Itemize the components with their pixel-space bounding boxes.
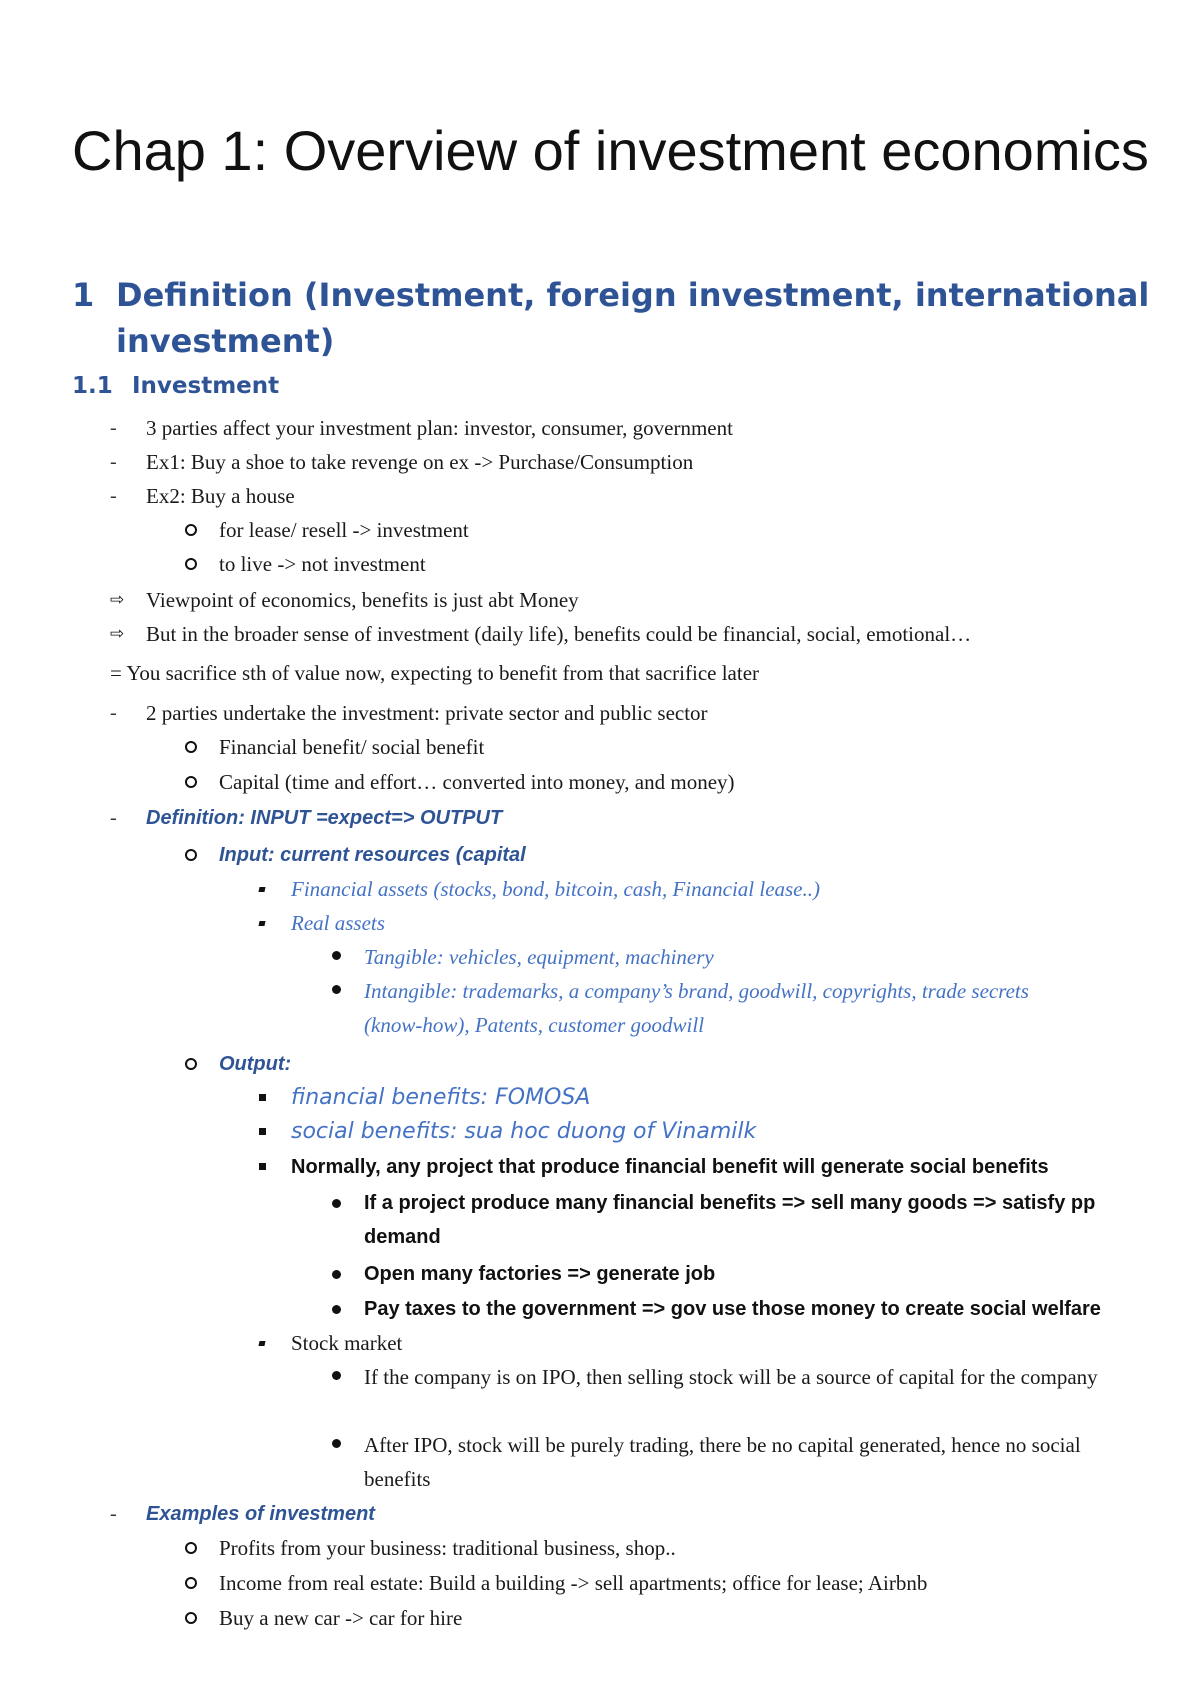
list-item: Real assets — [291, 911, 385, 935]
list-item: 2 parties undertake the investment: private sector and public sector — [146, 701, 708, 725]
list-item: financial benefits: FOMOSA — [291, 1085, 591, 1110]
dash-bullet: - — [110, 451, 117, 473]
summary-line: = You sacrifice sth of value now, expecting to benefit from that sacrifice later — [110, 661, 760, 685]
dot-bullet — [332, 985, 341, 994]
square-bullet — [258, 887, 265, 892]
square-bullet — [258, 1341, 265, 1346]
square-bullet — [258, 921, 265, 926]
arrow-bullet-icon: ⇨ — [110, 624, 125, 644]
dash-bullet: - — [110, 807, 117, 829]
circle-bullet — [185, 776, 197, 788]
definition-heading: Definition: INPUT =expect=> OUTPUT — [146, 807, 503, 829]
output-heading: Output: — [219, 1053, 292, 1075]
circle-bullet — [185, 1542, 197, 1554]
circle-bullet — [185, 741, 197, 753]
dash-bullet: - — [110, 485, 117, 507]
list-item: to live -> not investment — [219, 552, 426, 576]
list-item: If the company is on IPO, then selling stock will be a source of capital for the company — [364, 1365, 1098, 1389]
arrow-bullet-icon: ⇨ — [110, 590, 125, 610]
list-item: Viewpoint of economics, benefits is just abt Money — [146, 588, 579, 612]
list-item: Tangible: vehicles, equipment, machinery — [364, 945, 714, 969]
list-item: Capital (time and effort… converted into money, and money) — [219, 770, 735, 794]
section-number: 1 — [72, 276, 95, 314]
list-item: Open many factories => generate job — [364, 1263, 716, 1285]
dash-bullet: - — [110, 1503, 117, 1525]
list-item: Income from real estate: Build a building -> sell apartments; office for lease; Airbnb — [219, 1571, 928, 1595]
dot-bullet — [332, 1371, 341, 1380]
circle-bullet — [185, 558, 197, 570]
dot-bullet — [332, 1199, 341, 1208]
list-item: After IPO, stock will be purely trading, there be no capital generated, hence no social benefits — [364, 1433, 1081, 1491]
list-item: for lease/ resell -> investment — [219, 518, 469, 542]
list-item: Profits from your business: traditional business, shop.. — [219, 1536, 676, 1560]
list-item: Pay taxes to the government => gov use those money to create social welfare — [364, 1298, 1101, 1320]
circle-bullet — [185, 524, 197, 536]
list-item: Financial assets (stocks, bond, bitcoin, cash, Financial lease..) — [291, 877, 820, 901]
subsection-number: 1.1 — [72, 373, 113, 399]
circle-bullet — [185, 1577, 197, 1589]
list-item: Intangible: trademarks, a company’s brand, goodwill, copyrights, trade secrets (know-how), Patents, customer goodwill — [364, 979, 1029, 1037]
list-item: Stock market — [291, 1331, 403, 1355]
square-bullet — [259, 1163, 266, 1170]
input-heading: Input: current resources (capital — [219, 844, 526, 866]
list-item: 3 parties affect your investment plan: investor, consumer, government — [146, 416, 733, 440]
dot-bullet — [332, 951, 341, 960]
examples-heading: Examples of investment — [146, 1503, 375, 1525]
subsection-heading-1-1 — [72, 370, 1152, 402]
dot-bullet — [332, 1305, 341, 1314]
list-item: Ex2: Buy a house — [146, 484, 295, 508]
circle-bullet — [185, 1058, 197, 1070]
dash-bullet: - — [110, 702, 117, 724]
dash-bullet: - — [110, 417, 117, 439]
square-bullet — [259, 1128, 266, 1135]
list-item: If a project produce many financial benefits => sell many goods => satisfy pp demand — [364, 1192, 1096, 1248]
dot-bullet — [332, 1270, 341, 1279]
list-item: Financial benefit/ social benefit — [219, 735, 485, 759]
list-item: Ex1: Buy a shoe to take revenge on ex -> Purchase/Consumption — [146, 450, 694, 474]
section-title: Definition (Investment, foreign investment, international investment) — [116, 276, 1150, 360]
circle-bullet — [185, 1612, 197, 1624]
subsection-title: Investment — [132, 373, 280, 399]
dot-bullet — [332, 1439, 341, 1448]
circle-bullet — [185, 849, 197, 861]
list-item: social benefits: sua hoc duong of Vinamilk — [291, 1119, 757, 1144]
page-title: Chap 1: Overview of investment economics — [72, 119, 1149, 182]
list-item: Normally, any project that produce financial benefit will generate social benefits — [291, 1156, 1049, 1178]
list-item: Buy a new car -> car for hire — [219, 1606, 463, 1630]
section-heading-1 — [72, 272, 1152, 364]
list-item: But in the broader sense of investment (daily life), benefits could be financial, social, emotional… — [146, 622, 972, 646]
square-bullet — [259, 1094, 266, 1101]
